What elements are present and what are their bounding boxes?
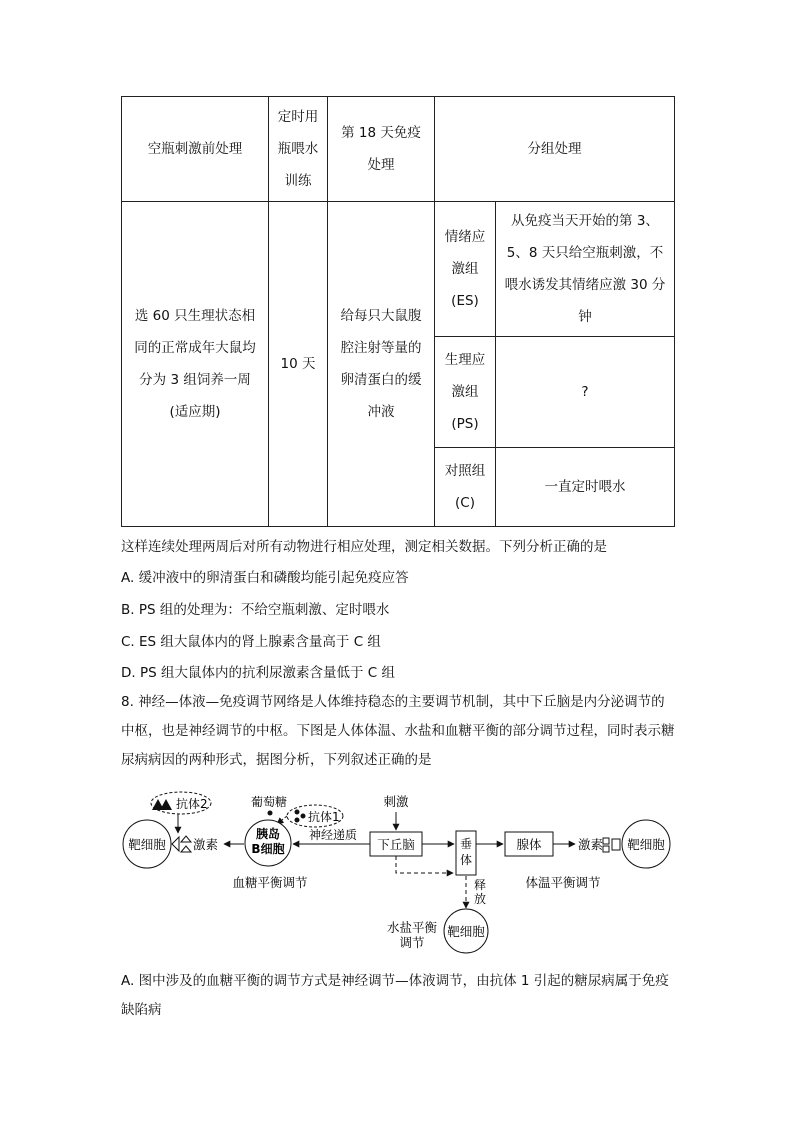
hormone-right-label: 激素 (578, 837, 604, 852)
release-label-2: 放 (474, 892, 487, 906)
antibody2-icon (152, 799, 172, 810)
antibody1-label: 抗体1 (308, 810, 340, 824)
antibody2-label: 抗体2 (176, 797, 208, 811)
pituitary-label-2: 体 (459, 853, 473, 867)
q7-option-c: C. ES 组大鼠体内的肾上腺素含量高于 C 组 (121, 634, 381, 650)
receptor-left-icon (172, 837, 179, 851)
gland-label: 腺体 (516, 837, 542, 852)
header-training: 定时用瓶喂水训练 (269, 97, 328, 202)
q7-option-a: A. 缓冲液中的卵清蛋白和磷酸均能引起免疫应答 (121, 570, 409, 586)
group-treatment-es: 从免疫当天开始的第 3、5、8 天只给空瓶刺激，不喂水诱发其情绪应激 30 分钟 (496, 202, 675, 337)
group-treatment-c: 一直定时喂水 (496, 448, 675, 527)
glucose-label: 葡萄糖 (251, 795, 288, 809)
header-pre-treatment: 空瓶刺激前处理 (122, 97, 269, 202)
cell-pre-treatment: 选 60 只生理状态相同的正常成年大鼠均分为 3 组饲养一周(适应期) (122, 202, 269, 527)
group-name-ps: 生理应激组(PS) (435, 337, 496, 448)
islet-b-label-1: 胰岛 (255, 827, 281, 841)
receptor-right-icon (603, 838, 609, 844)
neurotransmitter-label: 神经递质 (309, 828, 358, 842)
target-cell-right-label: 靶细胞 (627, 837, 665, 852)
q7-option-d: D. PS 组大鼠体内的抗利尿激素含量低于 C 组 (121, 665, 395, 681)
q7-stem: 这样连续处理两周后对所有动物进行相应处理，测定相关数据。下列分析正确的是 (121, 539, 607, 555)
group-name-c: 对照组(C) (435, 448, 496, 527)
glucose-regulation-label: 血糖平衡调节 (232, 875, 308, 890)
hypothalamus-label: 下丘脑 (377, 837, 415, 852)
group-treatment-ps: ? (496, 337, 675, 448)
hormone-left-label: 激素 (193, 837, 219, 852)
target-cell-bottom-label: 靶细胞 (447, 924, 485, 939)
q7-option-b: B. PS 组的处理为：不给空瓶刺激、定时喂水 (121, 602, 390, 618)
islet-b-label-2: B细胞 (251, 842, 285, 856)
release-label-1: 释 (474, 878, 487, 892)
stimulus-label: 刺激 (383, 794, 409, 809)
antibody1-icon (295, 810, 300, 815)
group-name-es: 情绪应激组(ES) (435, 202, 496, 337)
pituitary-label-1: 垂 (459, 837, 473, 851)
cell-training: 10 天 (269, 202, 328, 527)
temperature-regulation-label: 体温平衡调节 (525, 875, 601, 890)
header-immune: 第 18 天免疫处理 (328, 97, 435, 202)
header-grouping: 分组处理 (435, 97, 675, 202)
water-salt-label-2: 调节 (399, 935, 425, 950)
q8-stem: 8. 神经—体液—免疫调节网络是人体维持稳态的主要调节机制，其中下丘脑是内分泌调节的中枢，也是神经调节的中枢。下图是人体体温、水盐和血糖平衡的部分调节过程，同时表示糖尿病病因的两种形式，据图分析，下列叙述正确的是 (121, 694, 675, 768)
target-cell-left-label: 靶细胞 (128, 837, 166, 852)
cell-immune: 给每只大鼠腹腔注射等量的卵清蛋白的缓冲液 (328, 202, 435, 527)
water-salt-label-1: 水盐平衡 (386, 920, 438, 935)
glucose-icon (268, 811, 273, 816)
q8-option-a: A. 图中涉及的血糖平衡的调节方式是神经调节—体液调节，由抗体 1 引起的糖尿病属于免疫缺陷病 (121, 973, 669, 1018)
hypothalamus-dashed-path (396, 856, 453, 873)
